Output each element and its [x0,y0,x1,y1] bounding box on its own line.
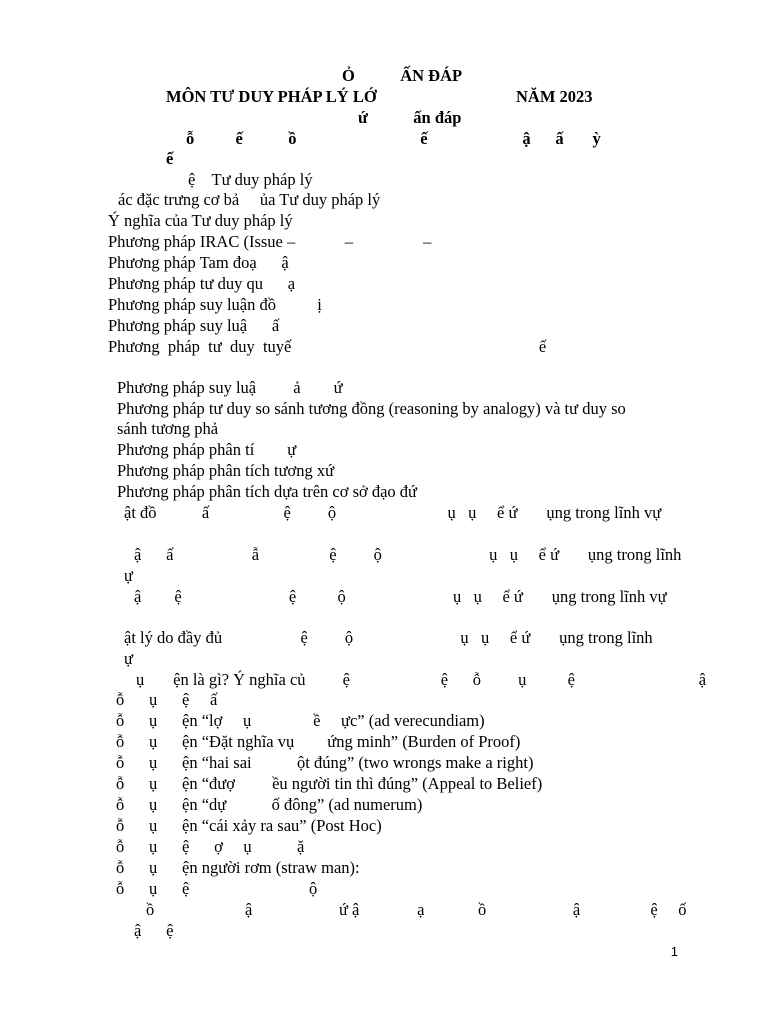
topic-11: Phương pháp tư duy so sánh tương đồng (reasoning by analogy) và tư duy so [117,399,626,418]
topic-8: Phương pháp suy luậ ấ [108,316,280,335]
topic-16: ậ ấ ẫ ệ ộ ụ ụ ể ứ ụng trong lĩnh [134,545,682,564]
doc-title-line-1: Ỏ ẤN ĐÁP [342,66,463,85]
fallacy-5: ỗ ụ ện “đượ ều người tin thì đúng” (Appeal to Belief) [116,774,543,793]
topic-19: ụ ện là gì? Ý nghĩa củ ệ ệ ỗ ụ ệ ậ [136,670,707,689]
fallacy-10: ỗ ụ ệ ộ [116,879,318,898]
topic-14: Phương pháp phân tích dựa trên cơ sở đạo đứ [117,482,417,501]
fallacy-6: ỗ ụ ện “dự ố đông” (ad numerum) [116,795,423,814]
topic-5: Phương pháp Tam đoạ ậ [108,253,289,272]
doc-title-line-2-left: MÔN TƯ DUY PHÁP LÝ LỚ [166,87,377,106]
topic-11-cont: sánh tương phả [117,419,219,438]
closing-line-2: ậ ệ [134,921,174,940]
fallacy-8: ỗ ụ ệ ợ ụ ặ [116,837,305,856]
closing-line-1: ồ ậ ứ ậ ạ ồ ậ ệ ố [146,900,687,919]
topic-10: Phương pháp suy luậ ả ứ [117,378,343,397]
topic-7: Phương pháp suy luận đồ ị [108,295,322,314]
topic-1: ệ Tư duy pháp lý [188,170,313,189]
topic-15: ật đồ ấ ệ ộ ụ ụ ể ứ ụng trong lĩnh vự [124,503,662,522]
topic-4: Phương pháp IRAC (Issue – – – [108,232,432,251]
topic-2: ác đặc trưng cơ bả ủa Tư duy pháp lý [118,190,381,209]
doc-title-line-3: ứ ấn đáp [358,108,462,127]
doc-title-line-2-right: NĂM 2023 [516,87,593,106]
topic-18: ật lý do đầy đủ ệ ộ ụ ụ ể ứ ụng trong lĩnh [124,628,653,647]
topic-6: Phương pháp tư duy qu ạ [108,274,296,293]
intro-line-2: ế [166,149,174,168]
fallacy-1: ỗ ụ ệ ấ [116,690,218,709]
fallacy-9: ỗ ụ ện người rơm (straw man): [116,858,360,877]
topic-12: Phương pháp phân tí ự [117,440,297,459]
fallacy-3: ỗ ụ ện “Đặt nghĩa vụ ứng minh” (Burden of Proof) [116,732,521,751]
fallacy-4: ỗ ụ ện “hai sai ột đúng” (two wrongs make a right) [116,753,534,772]
topic-16-cont: ự [124,566,133,585]
topic-18-cont: ự [124,649,133,668]
fallacy-7: ỗ ụ ện “cái xảy ra sau” (Post Hoc) [116,816,382,835]
intro-line-1: ỗ ế ồ ế ậ ấ ỳ [186,129,601,148]
topic-17: ậ ệ ệ ộ ụ ụ ể ứ ụng trong lĩnh vự [134,587,667,606]
page-number: 1 [670,944,678,959]
topic-3: Ý nghĩa của Tư duy pháp lý [108,211,293,230]
topic-9: Phương pháp tư duy tuyế ế [108,337,547,356]
topic-13: Phương pháp phân tích tương xứ [117,461,335,480]
fallacy-2: ỗ ụ ện “lợ ụ ề ực” (ad verecundiam) [116,711,485,730]
